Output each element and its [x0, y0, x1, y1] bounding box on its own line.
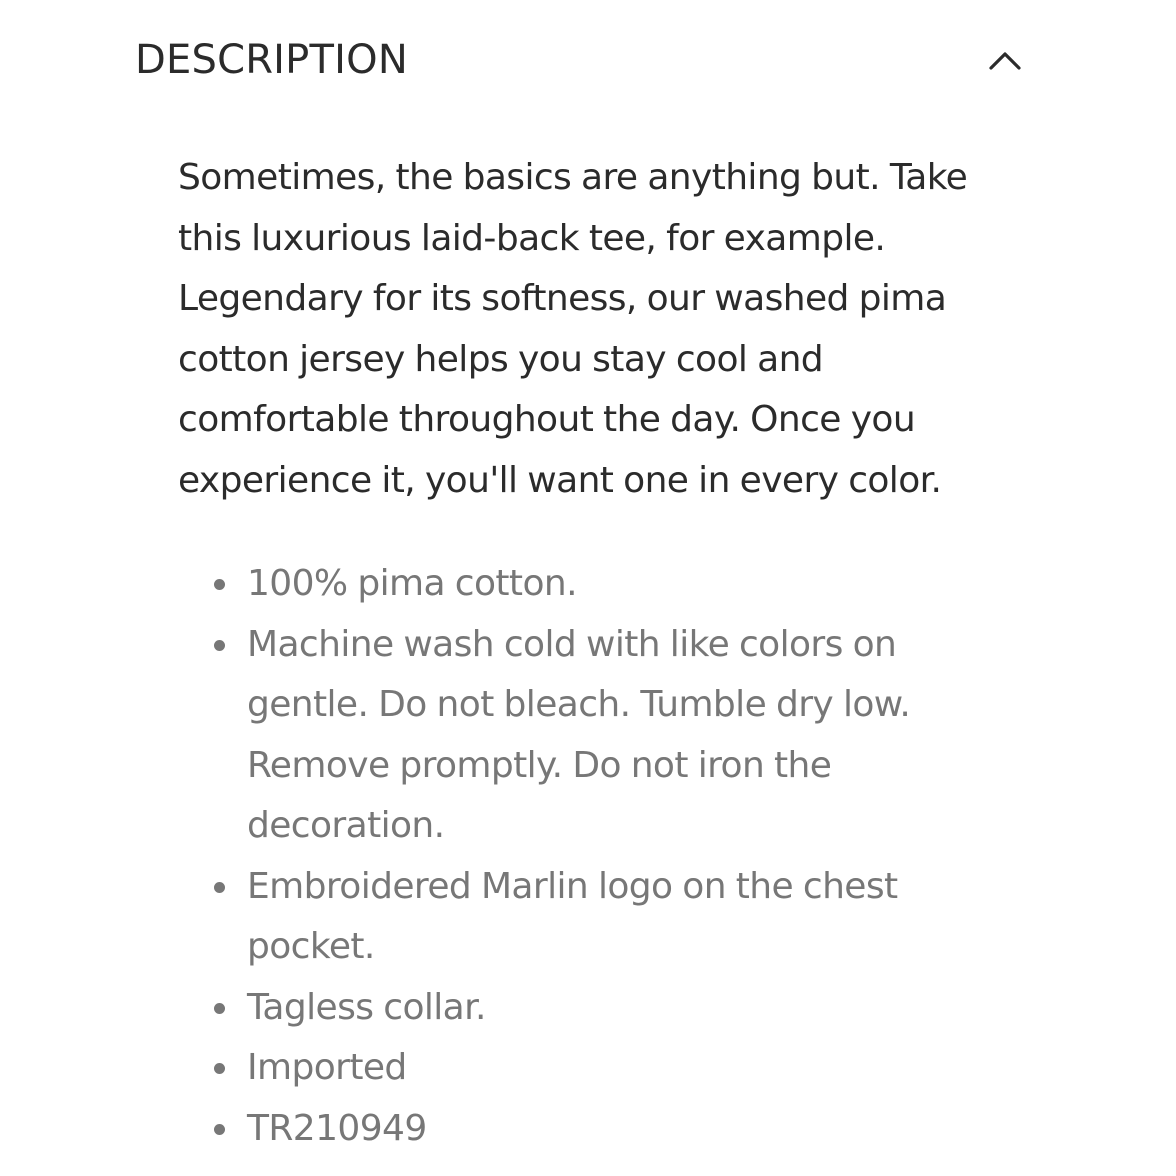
feature-text: Machine wash cold with like colors on gentle. Do not bleach. Tumble dry low. Remove promptly. Do not iron the decoration. — [247, 623, 911, 846]
list-item — [205, 615, 965, 857]
bullet-icon — [214, 1063, 225, 1074]
list-item — [205, 1038, 965, 1099]
description-accordion-header[interactable] — [135, 30, 1035, 92]
feature-list — [205, 554, 965, 1159]
bullet-icon — [214, 882, 225, 893]
bullet-icon — [214, 1003, 225, 1014]
chevron-up-icon[interactable] — [985, 42, 1025, 82]
feature-text: Imported — [247, 1047, 407, 1088]
product-description: Sometimes, the basics are anything but. Take this luxurious laid-back tee, for example. Legendary for its softness, our washed pima cotton jersey helps you stay cool and comfortable throughout the day. Once you experience it, you'll want one in every color. — [178, 157, 968, 501]
feature-text: TR210949 — [247, 1107, 427, 1149]
list-item — [205, 978, 965, 1039]
list-item — [205, 1099, 965, 1160]
bullet-icon — [214, 640, 225, 651]
section-title: DESCRIPTION — [135, 37, 408, 83]
feature-text: Tagless collar. — [247, 986, 486, 1028]
bullet-icon — [214, 579, 225, 590]
list-item — [205, 857, 965, 978]
list-item — [205, 554, 965, 615]
bullet-icon — [214, 1124, 225, 1135]
feature-text: Embroidered Marlin logo on the chest pocket. — [247, 865, 898, 967]
feature-text: 100% pima cotton. — [247, 563, 577, 604]
